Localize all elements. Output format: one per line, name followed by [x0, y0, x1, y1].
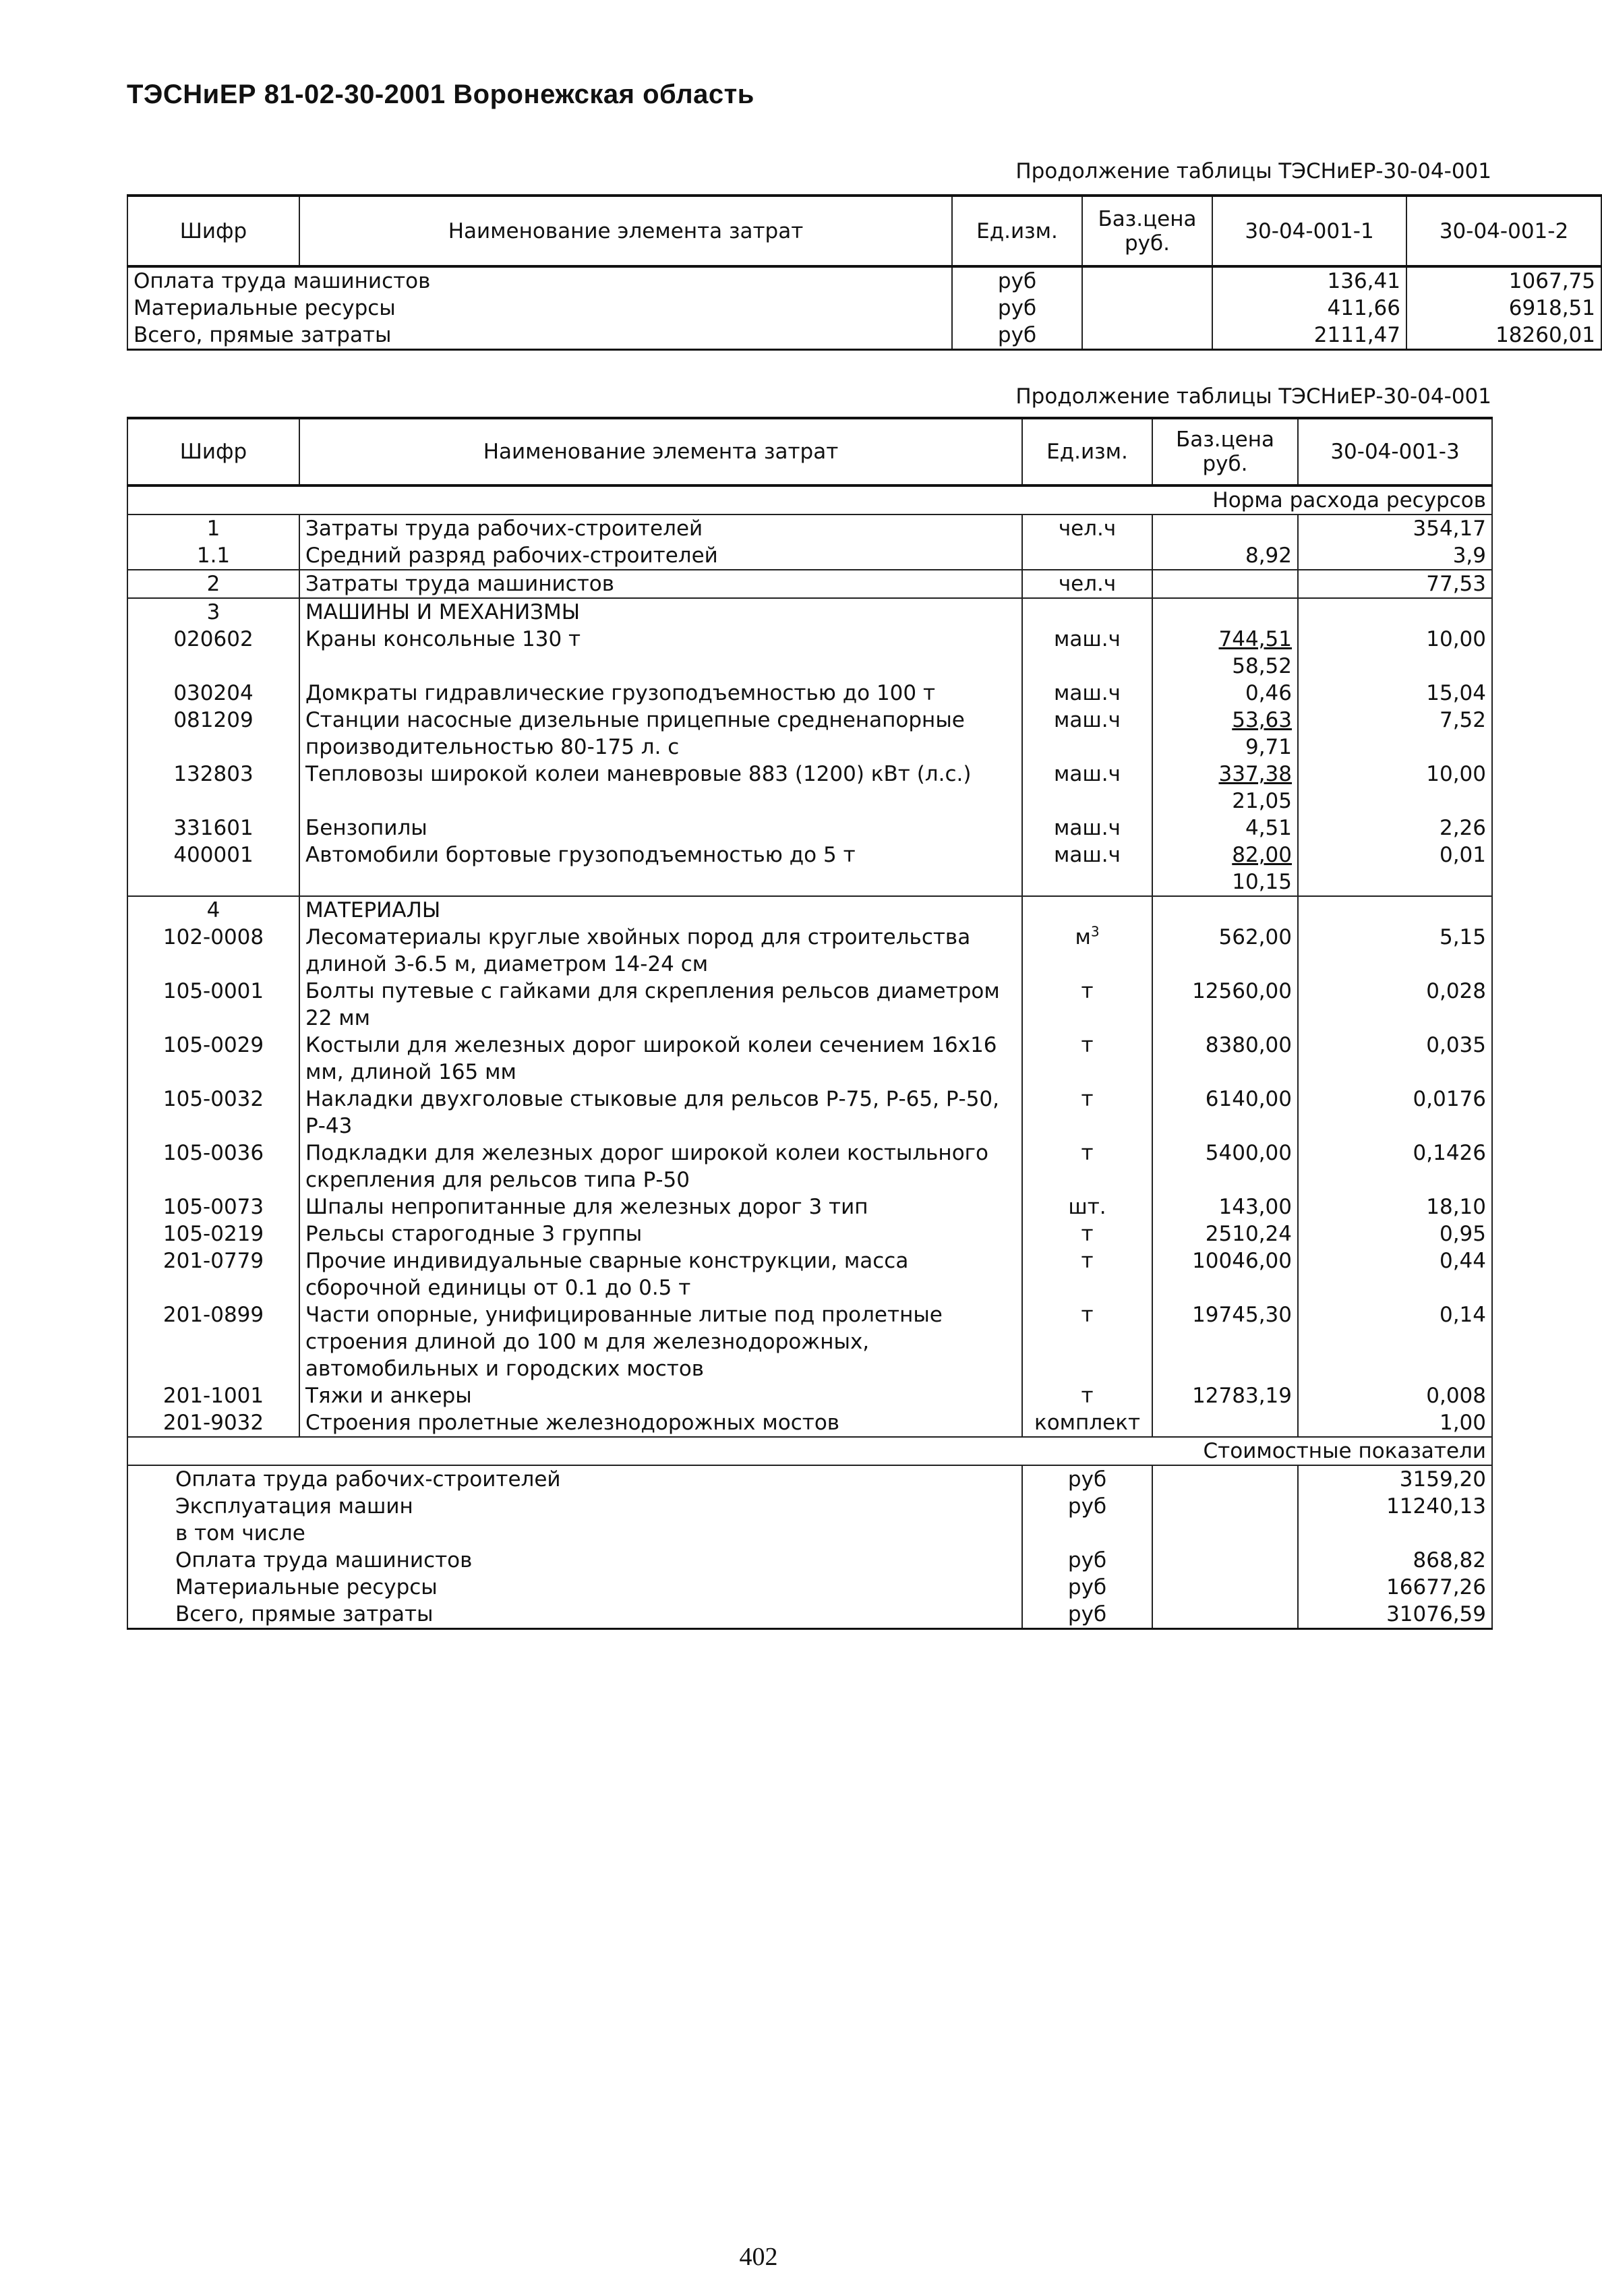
unit-text: комплект: [1034, 1411, 1140, 1435]
row-name: Бензопилы: [299, 815, 1022, 842]
header-col2: 30-04-001-2: [1406, 196, 1601, 266]
table-row: [127, 1301, 1492, 1382]
row-unit: [1022, 761, 1152, 815]
price-value: 53,63: [1232, 708, 1292, 732]
price-wage-value: 58,52: [1232, 654, 1292, 678]
header-col3: 30-04-001-3: [1298, 418, 1492, 485]
row-value: 3,9: [1298, 542, 1492, 570]
row-value: 0,1426: [1298, 1140, 1492, 1194]
row-name: Строения пролетные железнодорожных мостов: [299, 1409, 1022, 1437]
unit-text: т: [1081, 1141, 1094, 1165]
row-value-2: 1067,75: [1406, 266, 1601, 295]
row-unit: [1022, 680, 1152, 707]
unit-text: маш.ч: [1054, 627, 1121, 651]
table-row: [127, 1194, 1492, 1220]
price-value: 4,51: [1245, 816, 1292, 840]
row-unit: [1022, 707, 1152, 761]
cost-price: [1152, 1601, 1298, 1629]
row-price: [1152, 1247, 1298, 1301]
row-name: Тепловозы широкой колеи маневровые 883 (1200) кВт (л.с.): [299, 761, 1022, 815]
row-unit: [1022, 1301, 1152, 1382]
row-name: МАШИНЫ И МЕХАНИЗМЫ: [299, 598, 1022, 626]
cost-row: [127, 1493, 1492, 1520]
row-name: Затраты труда машинистов: [299, 570, 1022, 598]
row-price: [1152, 978, 1298, 1032]
page-number: 402: [739, 2243, 778, 2271]
row-name: Всего, прямые затраты: [127, 322, 952, 350]
header-base-price: Баз.цена руб.: [1082, 196, 1212, 266]
price-wage-value: 21,05: [1232, 789, 1292, 813]
row-unit: [1022, 514, 1152, 542]
row-value: 77,53: [1298, 570, 1492, 598]
row-price: [1152, 1086, 1298, 1140]
row-price: [1152, 626, 1298, 680]
price-value: 19745,30: [1192, 1303, 1292, 1327]
row-value: 0,0176: [1298, 1086, 1492, 1140]
table-row: [127, 514, 1492, 542]
price-wage-value: 9,71: [1245, 735, 1292, 759]
row-code: 105-0219: [127, 1220, 299, 1247]
row-price: [1082, 295, 1212, 322]
row-name: Домкраты гидравлические грузоподъемностью до 100 т: [299, 680, 1022, 707]
row-price: [1152, 1140, 1298, 1194]
header-base-price: Баз.цена руб.: [1152, 418, 1298, 485]
row-unit: [1022, 1086, 1152, 1140]
row-unit: [1022, 1032, 1152, 1086]
unit-text: маш.ч: [1054, 708, 1121, 732]
cost-unit: руб: [1022, 1601, 1152, 1629]
row-code: 331601: [127, 815, 299, 842]
row-unit: руб: [952, 322, 1082, 350]
price-value: 143,00: [1218, 1195, 1292, 1219]
row-unit: [1022, 815, 1152, 842]
cost-value: 11240,13: [1298, 1493, 1492, 1520]
table-row: [127, 1032, 1492, 1086]
row-price: [1152, 896, 1298, 924]
table-row: [127, 1140, 1492, 1194]
row-price: [1152, 815, 1298, 842]
unit-text: маш.ч: [1054, 762, 1121, 786]
unit-text: маш.ч: [1054, 681, 1121, 705]
price-value: 5400,00: [1205, 1141, 1292, 1165]
cost-value: 31076,59: [1298, 1601, 1492, 1629]
row-unit: [1022, 1194, 1152, 1220]
price-value: 8380,00: [1205, 1033, 1292, 1057]
norm-label-row: [127, 485, 1492, 514]
price-value: 6140,00: [1205, 1087, 1292, 1111]
row-code: 4: [127, 896, 299, 924]
table-row: [127, 1247, 1492, 1301]
row-price: [1082, 322, 1212, 350]
header-code: Шифр: [127, 418, 299, 485]
row-name: Прочие индивидуальные сварные конструкции, масса сборочной единицы от 0.1 до 0.5 т: [299, 1247, 1022, 1301]
cost-price: [1152, 1493, 1298, 1520]
row-name: Средний разряд рабочих-строителей: [299, 542, 1022, 570]
row-name: Оплата труда машинистов: [127, 266, 952, 295]
row-value-1: 136,41: [1212, 266, 1406, 295]
unit-text: т: [1081, 1087, 1094, 1111]
row-unit: [1022, 1220, 1152, 1247]
row-value: 0,95: [1298, 1220, 1492, 1247]
cost-name: Оплата труда рабочих-строителей: [127, 1465, 1022, 1493]
row-unit: [1022, 1247, 1152, 1301]
cost-row: [127, 1520, 1492, 1547]
table2-header-row: [127, 418, 1492, 485]
row-price: [1152, 842, 1298, 896]
row-price: [1152, 1382, 1298, 1409]
price-value: 10046,00: [1192, 1249, 1292, 1273]
price-value: 2510,24: [1205, 1222, 1292, 1246]
row-value-2: 6918,51: [1406, 295, 1601, 322]
row-code: 1: [127, 514, 299, 542]
row-code: 102-0008: [127, 924, 299, 978]
row-name: Подкладки для железных дорог широкой колеи костыльного скрепления для рельсов типа Р-50: [299, 1140, 1022, 1194]
row-price: [1152, 570, 1298, 598]
row-code: 105-0032: [127, 1086, 299, 1140]
row-code: 1.1: [127, 542, 299, 570]
row-value: 2,26: [1298, 815, 1492, 842]
table-row: [127, 295, 1601, 322]
row-value: 0,14: [1298, 1301, 1492, 1382]
row-name: Болты путевые с гайками для скрепления рельсов диаметром 22 мм: [299, 978, 1022, 1032]
table-row: [127, 266, 1601, 295]
row-code: 105-0029: [127, 1032, 299, 1086]
row-value: 7,52: [1298, 707, 1492, 761]
row-unit: [1022, 1409, 1152, 1437]
table-row: [127, 598, 1492, 626]
price-wage-value: 10,15: [1232, 870, 1292, 894]
row-price: [1152, 924, 1298, 978]
row-unit: [1022, 598, 1152, 626]
row-unit: [1022, 1382, 1152, 1409]
row-value-2: 18260,01: [1406, 322, 1601, 350]
row-name: Краны консольные 130 т: [299, 626, 1022, 680]
cost-name: Оплата труда машинистов: [127, 1547, 1022, 1574]
row-price: [1152, 1220, 1298, 1247]
cost-row: [127, 1547, 1492, 1574]
cost-value: [1298, 1520, 1492, 1547]
cost-price: [1152, 1574, 1298, 1601]
row-value: 15,04: [1298, 680, 1492, 707]
price-value: 8,92: [1245, 543, 1292, 568]
row-price: [1152, 707, 1298, 761]
cost-price: [1152, 1520, 1298, 1547]
cost-name: в том числе: [127, 1520, 1022, 1547]
row-price: [1152, 1301, 1298, 1382]
row-price: [1152, 680, 1298, 707]
row-code: 081209: [127, 707, 299, 761]
unit-text: чел.ч: [1058, 572, 1117, 596]
row-name: Части опорные, унифицированные литые под пролетные строения длиной до 100 м для железнодорожных, автомобильных и городских мостов: [299, 1301, 1022, 1382]
row-code: 105-0073: [127, 1194, 299, 1220]
header-col1: 30-04-001-1: [1212, 196, 1406, 266]
unit-text: т: [1081, 1033, 1094, 1057]
row-code: 030204: [127, 680, 299, 707]
row-name: Шпалы непропитанные для железных дорог 3 тип: [299, 1194, 1022, 1220]
row-code: 201-1001: [127, 1382, 299, 1409]
cost-price: [1152, 1465, 1298, 1493]
row-value: 0,44: [1298, 1247, 1492, 1301]
table-row: [127, 842, 1492, 896]
row-unit: руб: [952, 266, 1082, 295]
row-price: [1152, 514, 1298, 542]
row-value: 0,035: [1298, 1032, 1492, 1086]
row-price: [1152, 598, 1298, 626]
row-code: 132803: [127, 761, 299, 815]
row-code: 201-9032: [127, 1409, 299, 1437]
cost-row: [127, 1574, 1492, 1601]
table-row: [127, 1382, 1492, 1409]
price-value: 12560,00: [1192, 979, 1292, 1003]
row-name: Лесоматериалы круглые хвойных пород для строительства длиной 3-6.5 м, диаметром 14-24 см: [299, 924, 1022, 978]
unit-text: т: [1081, 979, 1094, 1003]
row-value: 0,01: [1298, 842, 1492, 896]
row-value: 0,028: [1298, 978, 1492, 1032]
row-code: 3: [127, 598, 299, 626]
row-unit: [1022, 570, 1152, 598]
row-code: 400001: [127, 842, 299, 896]
table-row: [127, 924, 1492, 978]
cost-row: [127, 1465, 1492, 1493]
row-name: Затраты труда рабочих-строителей: [299, 514, 1022, 542]
table-row: [127, 1409, 1492, 1437]
document-title: ТЭСНиЕР 81-02-30-2001 Воронежская область: [127, 80, 754, 109]
row-value: 0,008: [1298, 1382, 1492, 1409]
table-row: [127, 542, 1492, 570]
row-unit: руб: [952, 295, 1082, 322]
price-value: 12783,19: [1192, 1384, 1292, 1408]
row-price: [1152, 1194, 1298, 1220]
unit-text: т: [1081, 1384, 1094, 1408]
cost-label-row: [127, 1437, 1492, 1465]
norm-label: Норма расхода ресурсов: [127, 485, 1492, 514]
row-price: [1152, 1409, 1298, 1437]
unit-text: чел.ч: [1058, 517, 1117, 541]
header-code: Шифр: [127, 196, 299, 266]
table-row: [127, 978, 1492, 1032]
row-code: 105-0001: [127, 978, 299, 1032]
unit-superscript: 3: [1090, 923, 1100, 940]
price-value: 744,51: [1218, 627, 1292, 651]
row-value: 5,15: [1298, 924, 1492, 978]
unit-text: т: [1081, 1222, 1094, 1246]
row-value: [1298, 598, 1492, 626]
table2: [127, 417, 1493, 1630]
row-name: Автомобили бортовые грузоподъемностью до 5 т: [299, 842, 1022, 896]
cost-row: [127, 1601, 1492, 1629]
row-name: Костыли для железных дорог широкой колеи сечением 16х16 мм, длиной 165 мм: [299, 1032, 1022, 1086]
cost-name: Всего, прямые затраты: [127, 1601, 1022, 1629]
row-name: Тяжи и анкеры: [299, 1382, 1022, 1409]
table-row: [127, 1086, 1492, 1140]
table1-header-row: [127, 196, 1601, 266]
table-row: [127, 626, 1492, 680]
table-row: [127, 707, 1492, 761]
row-unit: [1022, 1140, 1152, 1194]
row-name: Станции насосные дизельные прицепные средненапорные производительностью 80-175 л. с: [299, 707, 1022, 761]
cost-unit: руб: [1022, 1493, 1152, 1520]
row-code: 2: [127, 570, 299, 598]
row-value: 354,17: [1298, 514, 1492, 542]
price-value: 562,00: [1218, 925, 1292, 949]
header-name: Наименование элемента затрат: [299, 196, 952, 266]
row-price: [1082, 266, 1212, 295]
cost-name: Материальные ресурсы: [127, 1574, 1022, 1601]
row-unit: [1022, 896, 1152, 924]
row-name: Рельсы старогодные 3 группы: [299, 1220, 1022, 1247]
unit-text: маш.ч: [1054, 816, 1121, 840]
price-value: 0,46: [1245, 681, 1292, 705]
row-value: 10,00: [1298, 626, 1492, 680]
cost-value: 16677,26: [1298, 1574, 1492, 1601]
row-value-1: 2111,47: [1212, 322, 1406, 350]
row-unit: [1022, 626, 1152, 680]
row-unit: [1022, 978, 1152, 1032]
unit-text: м: [1075, 925, 1091, 949]
cost-unit: руб: [1022, 1547, 1152, 1574]
table-row: [127, 570, 1492, 598]
unit-text: т: [1081, 1303, 1094, 1327]
table-row: [127, 680, 1492, 707]
header-unit: Ед.изм.: [952, 196, 1082, 266]
row-code: 201-0779: [127, 1247, 299, 1301]
row-price: [1152, 1032, 1298, 1086]
table1: [127, 194, 1602, 351]
row-name: Материальные ресурсы: [127, 295, 952, 322]
row-unit: [1022, 842, 1152, 896]
row-unit: [1022, 924, 1152, 978]
table-row: [127, 322, 1601, 350]
row-name: Накладки двухголовые стыковые для рельсов Р-75, Р-65, Р-50, Р-43: [299, 1086, 1022, 1140]
row-value: 18,10: [1298, 1194, 1492, 1220]
row-value-1: 411,66: [1212, 295, 1406, 322]
table-row: [127, 761, 1492, 815]
row-value: 1,00: [1298, 1409, 1492, 1437]
table-row: [127, 815, 1492, 842]
cost-price: [1152, 1547, 1298, 1574]
header-name: Наименование элемента затрат: [299, 418, 1022, 485]
unit-text: маш.ч: [1054, 843, 1121, 867]
cost-unit: [1022, 1520, 1152, 1547]
row-price: [1152, 761, 1298, 815]
cost-unit: руб: [1022, 1574, 1152, 1601]
cost-value: 868,82: [1298, 1547, 1492, 1574]
table2-caption: Продолжение таблицы ТЭСНиЕР-30-04-001: [1015, 384, 1491, 409]
table-row: [127, 1220, 1492, 1247]
unit-text: т: [1081, 1249, 1094, 1273]
row-code: 020602: [127, 626, 299, 680]
cost-value: 3159,20: [1298, 1465, 1492, 1493]
row-name: МАТЕРИАЛЫ: [299, 896, 1022, 924]
row-price: [1152, 542, 1298, 570]
row-value: 10,00: [1298, 761, 1492, 815]
row-unit: [1022, 542, 1152, 570]
row-code: 201-0899: [127, 1301, 299, 1382]
price-value: 337,38: [1218, 762, 1292, 786]
table1-caption: Продолжение таблицы ТЭСНиЕР-30-04-001: [1015, 159, 1491, 183]
unit-text: шт.: [1068, 1195, 1106, 1219]
price-value: 82,00: [1232, 843, 1292, 867]
row-value: [1298, 896, 1492, 924]
row-code: 105-0036: [127, 1140, 299, 1194]
table-row: [127, 896, 1492, 924]
cost-name: Эксплуатация машин: [127, 1493, 1022, 1520]
header-unit: Ед.изм.: [1022, 418, 1152, 485]
cost-unit: руб: [1022, 1465, 1152, 1493]
cost-label: Стоимостные показатели: [127, 1437, 1492, 1465]
